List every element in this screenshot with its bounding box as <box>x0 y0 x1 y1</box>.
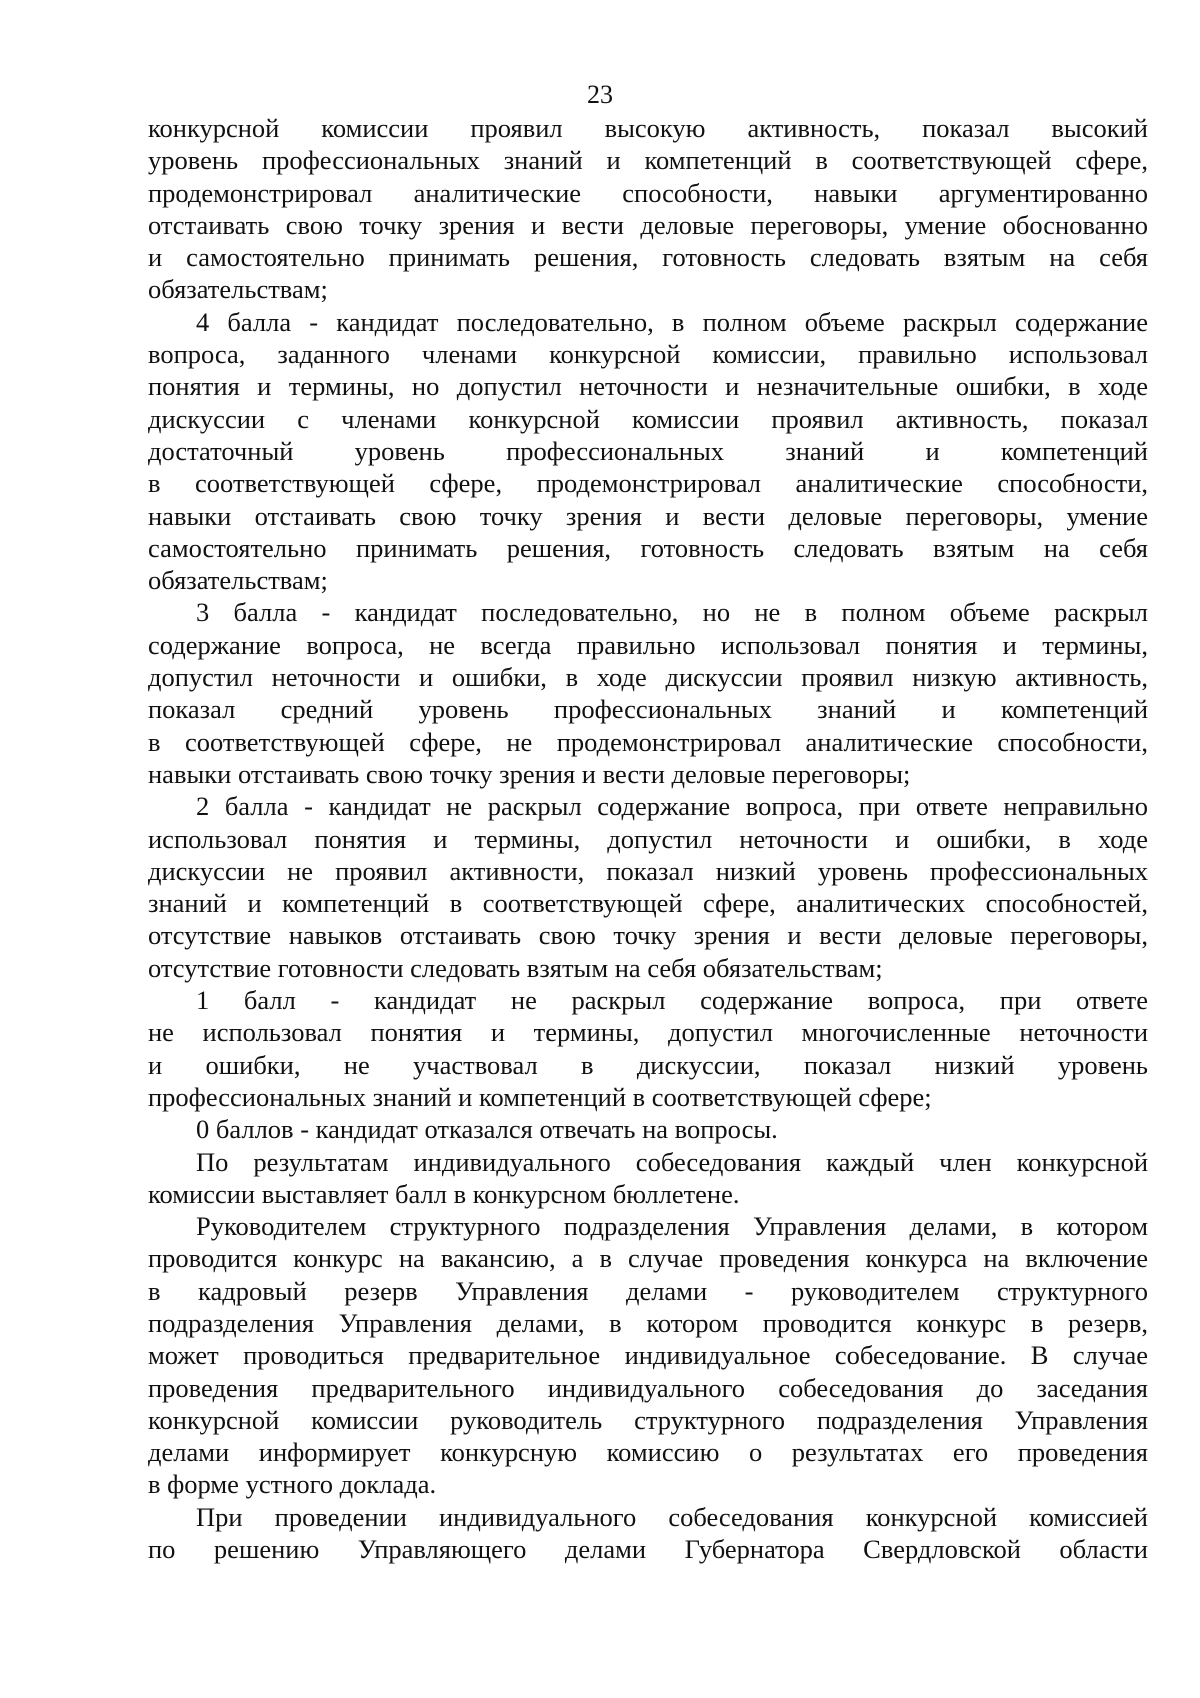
text-line: и самостоятельно принимать решения, готовность следовать взятым на себя <box>148 242 1148 273</box>
text-line: 0 баллов - кандидат отказался отвечать на вопросы. <box>196 1114 778 1145</box>
text-line: в форме устного доклада. <box>148 1469 437 1500</box>
text-line: При проведении индивидуального собеседования конкурсной комиссией <box>196 1501 1148 1532</box>
text-line: вопроса, заданного членами конкурсной комиссии, правильно использовал <box>148 339 1148 370</box>
paragraph <box>148 596 1148 790</box>
text-line: самостоятельно принимать решения, готовность следовать взятым на себя <box>148 532 1148 563</box>
text-line: в соответствующей сфере, продемонстрировал аналитические способности, <box>148 468 1148 499</box>
text-line: не использовал понятия и термины, допустил многочисленные неточности <box>148 1017 1148 1048</box>
text-line: подразделения Управления делами, в котором проводится конкурс в резерв, <box>148 1307 1148 1338</box>
text-line: в соответствующей сфере, не продемонстрировал аналитические способности, <box>148 726 1148 757</box>
text-line: конкурсной комиссии проявил высокую активность, показал высокий <box>148 113 1148 143</box>
text-line: допустил неточности и ошибки, в ходе дискуссии проявил низкую активность, <box>148 662 1148 693</box>
text-line: в кадровый резерв Управления делами - руководителем структурного <box>148 1275 1148 1306</box>
text-line: 1 балл - кандидат не раскрыл содержание вопроса, при ответе <box>196 985 1148 1016</box>
text-line: комиссии выставляет балл в конкурсном бюллетене. <box>148 1178 740 1209</box>
text-line: навыки отстаивать свою точку зрения и вести деловые переговоры, умение <box>148 500 1148 531</box>
text-line: По результатам индивидуального собеседования каждый член конкурсной <box>196 1146 1148 1177</box>
text-line: 4 балла - кандидат последовательно, в полном объеме раскрыл содержание <box>196 306 1148 337</box>
text-line: по решению Управляющего делами Губернатора Свердловской области <box>148 1534 1148 1565</box>
paragraph <box>148 1113 1148 1145</box>
text-line: 3 балла - кандидат последовательно, но не в полном объеме раскрыл <box>196 597 1148 628</box>
text-line: проведения предварительного индивидуального собеседования до заседания <box>148 1372 1148 1403</box>
text-line: показал средний уровень профессиональных знаний и компетенций <box>148 694 1148 725</box>
paragraph <box>148 1146 1148 1211</box>
paragraph <box>148 306 1148 597</box>
paragraph <box>148 790 1148 984</box>
text-line: и ошибки, не участвовал в дискуссии, показал низкий уровень <box>148 1049 1148 1080</box>
text-line: дискуссии не проявил активности, показал низкий уровень профессиональных <box>148 855 1148 886</box>
text-line: отсутствие навыков отстаивать свою точку зрения и вести деловые переговоры, <box>148 920 1148 951</box>
text-line: дискуссии с членами конкурсной комиссии проявил активность, показал <box>148 403 1148 434</box>
page-number: 23 <box>587 80 613 109</box>
text-line: отсутствие готовности следовать взятым на себя обязательствам; <box>148 952 883 983</box>
text-line: обязательствам; <box>148 274 328 305</box>
text-line: профессиональных знаний и компетенций в соответствующей сфере; <box>148 1081 932 1112</box>
text-line: 2 балла - кандидат не раскрыл содержание вопроса, при ответе неправильно <box>196 791 1148 822</box>
text-line: знаний и компетенций в соответствующей сфере, аналитических способностей, <box>148 888 1148 919</box>
text-line: продемонстрировал аналитические способности, навыки аргументированно <box>148 177 1148 208</box>
paragraph <box>148 1210 1148 1501</box>
text-line: Руководителем структурного подразделения Управления делами, в котором <box>196 1211 1148 1242</box>
text-line: навыки отстаивать свою точку зрения и вести деловые переговоры; <box>148 758 911 789</box>
paragraph <box>148 1501 1148 1566</box>
text-line: обязательствам; <box>148 565 328 596</box>
text-line: уровень профессиональных знаний и компетенций в соответствующей сфере, <box>148 145 1148 176</box>
text-line: конкурсной комиссии руководитель структурного подразделения Управления <box>148 1404 1148 1435</box>
text-line: понятия и термины, но допустил неточности и незначительные ошибки, в ходе <box>148 371 1148 402</box>
text-line: может проводиться предварительное индивидуальное собеседование. В случае <box>148 1340 1148 1371</box>
paragraph <box>148 984 1148 1113</box>
paragraph <box>148 112 1148 306</box>
text-line: делами информирует конкурсную комиссию о результатах его проведения <box>148 1437 1148 1468</box>
text-line: отстаивать свою точку зрения и вести деловые переговоры, умение обоснованно <box>148 209 1148 240</box>
text-line: проводится конкурс на вакансию, а в случае проведения конкурса на включение <box>148 1243 1148 1274</box>
text-line: достаточный уровень профессиональных знаний и компетенций <box>148 435 1148 466</box>
text-line: содержание вопроса, не всегда правильно использовал понятия и термины, <box>148 629 1148 660</box>
text-line: использовал понятия и термины, допустил неточности и ошибки, в ходе <box>148 823 1148 854</box>
document-body <box>148 112 1148 1565</box>
